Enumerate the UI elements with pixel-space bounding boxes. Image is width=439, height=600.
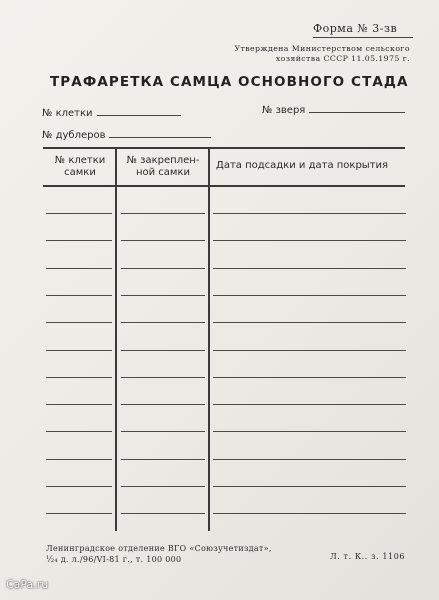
table-row-line[interactable] — [121, 322, 205, 323]
header-assigned-female — [119, 155, 207, 179]
table-row-line[interactable] — [213, 513, 406, 514]
animal-number-field[interactable] — [262, 103, 405, 116]
header-cage-female — [47, 155, 113, 179]
table-row-line[interactable] — [213, 404, 406, 405]
table-row-line[interactable] — [121, 213, 205, 214]
header-cage-female-line2: самки — [64, 167, 96, 178]
table-row-line[interactable] — [213, 377, 406, 378]
table-row-line[interactable] — [121, 404, 205, 405]
site-watermark: CaPa.ru — [6, 578, 49, 591]
table-row-line[interactable] — [46, 404, 112, 405]
order-number: Л. т. К.. з. 1106 — [330, 552, 406, 561]
table-row-line[interactable] — [213, 240, 406, 241]
table-row-line[interactable] — [46, 213, 112, 214]
table-row-line[interactable] — [46, 322, 112, 323]
table-row-line[interactable] — [213, 350, 406, 351]
understudies-label: № дублеров — [42, 130, 106, 141]
understudies-field[interactable] — [42, 128, 211, 141]
table-row-line[interactable] — [213, 268, 406, 269]
table-row-line[interactable] — [213, 295, 406, 296]
column-divider-2 — [208, 147, 210, 531]
table-row-line[interactable] — [46, 350, 112, 351]
publisher-line-2: ⅟₂₄ д. л./96/VI-81 г., т. 100 000 — [46, 555, 182, 564]
table-row-line[interactable] — [46, 459, 112, 460]
header-bottom-border — [43, 185, 405, 187]
header-dates: Дата подсадки и дата покрытия — [216, 160, 389, 171]
table-row-line[interactable] — [121, 268, 205, 269]
approval-line-1: Утверждена Министерством сельского — [234, 44, 410, 53]
table-row-line[interactable] — [121, 459, 205, 460]
table-row-line[interactable] — [121, 350, 205, 351]
table-row-line[interactable] — [213, 322, 406, 323]
animal-number-label: № зверя — [262, 105, 306, 116]
column-divider-1 — [115, 147, 117, 531]
cage-number-blank[interactable] — [97, 106, 181, 116]
table-row-line[interactable] — [121, 295, 205, 296]
publisher-imprint — [46, 543, 272, 565]
table-row-line[interactable] — [46, 268, 112, 269]
header-cage-female-line1: № клетки — [54, 155, 106, 166]
header-assigned-female-line1: № закреплен- — [126, 155, 200, 166]
table-row-line[interactable] — [46, 513, 112, 514]
table-row-line[interactable] — [213, 431, 406, 432]
table-row-line[interactable] — [121, 513, 205, 514]
table-row-line[interactable] — [121, 377, 205, 378]
table-row-line[interactable] — [121, 240, 205, 241]
table-row-line[interactable] — [46, 377, 112, 378]
table-top-border — [43, 147, 405, 149]
approval-line-2: хозяйства СССР 11.05.1975 г. — [275, 54, 410, 63]
form-title: ТРАФАРЕТКА САМЦА ОСНОВНОГО СТАДА — [50, 74, 409, 90]
table-row-line[interactable] — [213, 213, 406, 214]
header-assigned-female-line2: ной самки — [135, 167, 191, 178]
table-row-line[interactable] — [213, 459, 406, 460]
approval-note — [200, 44, 410, 64]
animal-number-blank[interactable] — [309, 103, 405, 113]
table-row-line[interactable] — [213, 486, 406, 487]
table-row-line[interactable] — [46, 295, 112, 296]
table-row-line[interactable] — [46, 240, 112, 241]
understudies-blank[interactable] — [109, 128, 211, 138]
form-number: Форма № 3-зв — [313, 22, 413, 38]
cage-number-label: № клетки — [42, 108, 93, 119]
table-row-line[interactable] — [46, 431, 112, 432]
publisher-line-1: Ленинградское отделение ВГО «Союзучетиздат», — [46, 544, 272, 553]
table-row-line[interactable] — [121, 431, 205, 432]
cage-number-field[interactable] — [42, 106, 181, 119]
table-row-line[interactable] — [121, 486, 205, 487]
table-row-line[interactable] — [46, 486, 112, 487]
